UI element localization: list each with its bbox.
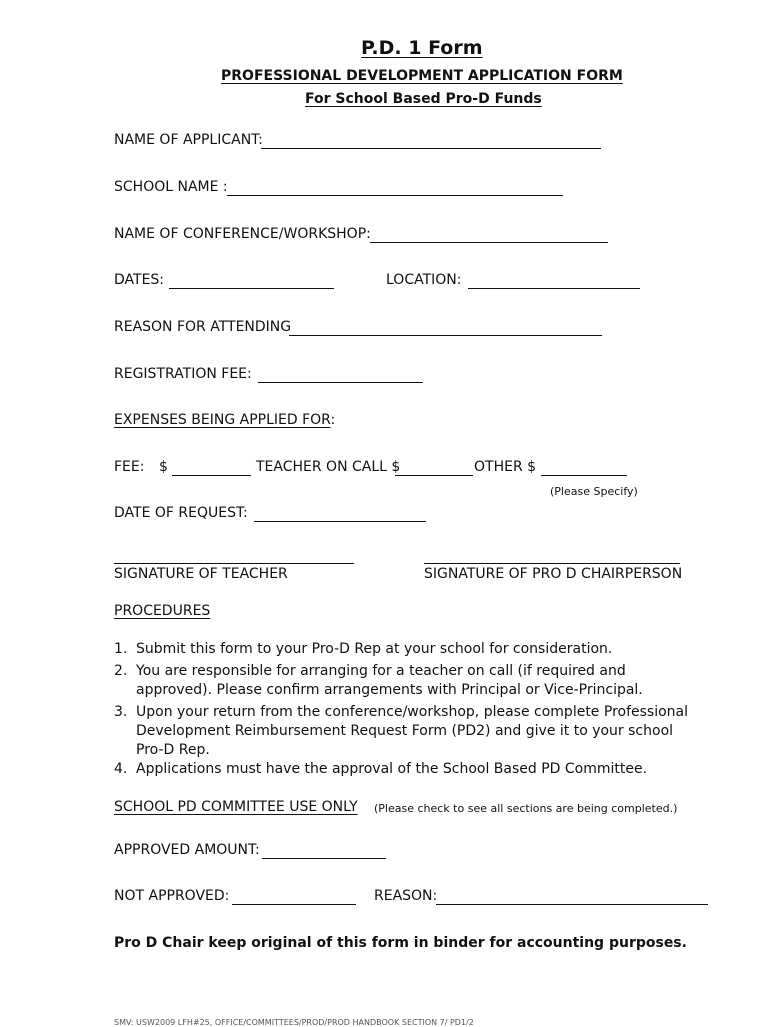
reason-label: REASON FOR ATTENDING [114,319,292,335]
school-name-label: SCHOOL NAME : [114,179,228,195]
fee-dollar-sign: $ [159,459,168,475]
teacher-signature-line[interactable] [114,547,354,564]
school-name-field[interactable] [227,178,563,196]
procedure-item [114,760,704,779]
procedure-text: Submit this form to your Pro-D Rep at your school for consideration. [136,641,613,657]
expenses-heading-text: EXPENSES BEING APPLIED FOR [114,412,331,428]
name-of-applicant-label: NAME OF APPLICANT: [114,132,263,148]
committee-note: (Please check to see all sections are being completed.) [374,802,678,815]
date-of-request-field[interactable] [254,504,426,522]
conference-field[interactable] [370,225,608,243]
teacher-signature-label: SIGNATURE OF TEACHER [114,566,288,582]
fee-field[interactable] [172,458,251,476]
procedure-item [114,703,704,760]
procedure-text: Applications must have the approval of the School Based PD Committee. [136,761,648,777]
page-title: P.D. 1 Form [361,37,483,59]
approved-amount-label: APPROVED AMOUNT: [114,842,260,858]
conference-label: NAME OF CONFERENCE/WORKSHOP: [114,226,371,242]
form-subtitle: PROFESSIONAL DEVELOPMENT APPLICATION FORM [221,68,623,84]
registration-fee-label: REGISTRATION FEE: [114,366,252,382]
chair-signature-label: SIGNATURE OF PRO D CHAIRPERSON [424,566,683,582]
approved-amount-field[interactable] [262,841,386,859]
registration-fee-field[interactable] [258,365,423,383]
procedure-item [114,662,704,700]
reason-field[interactable] [289,318,602,336]
other-field[interactable] [541,458,627,476]
committee-heading: SCHOOL PD COMMITTEE USE ONLY [114,799,358,815]
procedure-text: Upon your return from the conference/workshop, please complete Professional Development Reimbursement Request Form (PD2) and give it to your school Pro-D Rep. [136,704,689,758]
committee-reason-label: REASON: [374,888,438,904]
committee-reason-field[interactable] [436,887,708,905]
procedure-number: 2. [114,663,128,679]
not-approved-label: NOT APPROVED: [114,888,230,904]
please-specify-note: (Please Specify) [550,485,638,498]
procedures-heading: PROCEDURES [114,603,211,619]
form-subtitle-funds: For School Based Pro-D Funds [305,91,542,107]
location-field[interactable] [468,271,640,289]
fee-label: FEE: [114,459,145,475]
teacher-on-call-field[interactable] [395,458,473,476]
teacher-on-call-label: TEACHER ON CALL $ [256,459,401,475]
chair-signature-line[interactable] [424,547,680,564]
procedure-number: 4. [114,761,128,777]
name-of-applicant-field[interactable] [261,131,601,149]
procedure-number: 1. [114,641,128,657]
footer-path: SMV: USW2009 LFH#25, OFFICE/COMMITTEES/PROD/PROD HANDBOOK SECTION 7/ PD1/2 [114,1018,474,1027]
procedure-item [114,640,704,659]
dates-label: DATES: [114,272,165,288]
date-of-request-label: DATE OF REQUEST: [114,505,248,521]
other-label: OTHER $ [474,459,537,475]
expenses-heading-colon: : [330,412,336,428]
location-label: LOCATION: [386,272,462,288]
accounting-note: Pro D Chair keep original of this form in binder for accounting purposes. [114,935,687,951]
not-approved-field[interactable] [232,887,356,905]
dates-field[interactable] [169,271,334,289]
expenses-heading [114,412,335,428]
procedure-number: 3. [114,704,128,720]
procedures-list [114,640,704,779]
procedure-text: You are responsible for arranging for a teacher on call (if required and approved). Please confirm arrangements with Principal or Vice-Principal. [136,663,643,698]
